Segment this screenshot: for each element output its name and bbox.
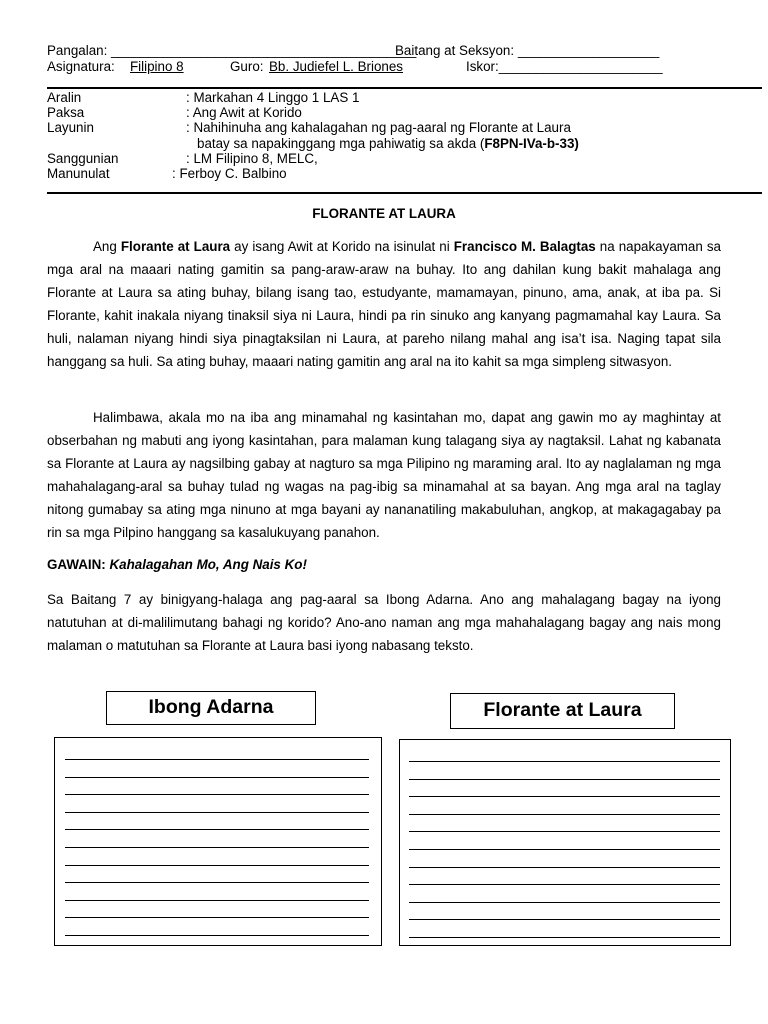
subject-value: Filipino 8: [130, 59, 184, 74]
sanggunian-label: Sanggunian: [47, 151, 119, 166]
answer-line[interactable]: [409, 814, 720, 815]
p1-text-b: ay isang Awit at Korido na isinulat ni: [230, 239, 454, 254]
paragraph-2: [47, 406, 721, 544]
ibong-adarna-answer-box[interactable]: [54, 737, 382, 946]
name-blank[interactable]: _________________________________________: [111, 43, 417, 58]
score-blank[interactable]: ______________________: [498, 59, 663, 74]
answer-line[interactable]: [65, 900, 369, 901]
florante-answer-box[interactable]: [399, 739, 731, 946]
layunin-value-1: : Nahihinuha ang kahalagahan ng pag-aaral ng Florante at Laura: [186, 120, 571, 135]
answer-line[interactable]: [65, 759, 369, 760]
aralin-value: : Markahan 4 Linggo 1 LAS 1: [186, 90, 360, 105]
manunulat-label: Manunulat: [47, 166, 110, 181]
answer-line[interactable]: [409, 761, 720, 762]
competency-code: F8PN-IVa-b-33): [484, 136, 579, 151]
score-label: Iskor:: [466, 59, 499, 74]
sanggunian-value: : LM Filipino 8, MELC,: [186, 151, 318, 166]
answer-line[interactable]: [65, 917, 369, 918]
answer-line[interactable]: [65, 882, 369, 883]
answer-line[interactable]: [409, 867, 720, 868]
paragraph-1: [47, 235, 721, 373]
layunin-value-2: [197, 136, 579, 152]
aralin-label: Aralin: [47, 90, 82, 105]
paksa-value: : Ang Awit at Korido: [186, 105, 302, 120]
layunin-label: Layunin: [47, 120, 94, 135]
p1-text-c: na napakayaman sa mga aral na maaari nating gamitin sa pang-araw-araw na buhay. Ito ang dahilan kung bakit mahalaga ang Florante at Laura sa ating buhay, bilang isang tao, estudyante, mamamayan, pinuno, ama, anak, at iba pa. Si Florante, kahit inakala niyang tinaksil siya ni Laura, hindi pa rin sinuko ang kanyang pagmamahal kay Laura. Sa huli, nalaman niyang hindi siya pinagtaksilan ni Laura, at pareho nilang mahal ang isa’t isa. Naging tapat sila hanggang sa huli. Sa ating buhay, maaari nating gamitin ang aral na ito kahit sa mga simpleng sitwasyon.: [47, 239, 721, 369]
answer-line[interactable]: [65, 829, 369, 830]
header-divider: [47, 87, 762, 89]
answer-line[interactable]: [409, 902, 720, 903]
p1-text-a: Ang: [93, 239, 121, 254]
answer-line[interactable]: [409, 884, 720, 885]
teacher-value: Bb. Judiefel L. Briones: [269, 59, 403, 74]
answer-line[interactable]: [65, 865, 369, 866]
answer-line[interactable]: [409, 796, 720, 797]
p2-text: Halimbawa, akala mo na iba ang minamahal ng kasintahan mo, dapat ang gawin mo ay maghintay at obserbahan ng mabuti ang iyong kasintahan, para malaman kung talagang siya ay nagtaksil. Lahat ng kabanata sa Florante at Laura ay nagsilbing gabay at nagturo sa mga Pilipino ng maraming aral. Ito ay naglalaman ng mga mahahalagang-aral sa buhay tulad ng wagas na pag-ibig sa minamahal at sa bayan. Ang mga aral na taglay nitong gumabay sa ating mga ninuno at mga bayani ay nananatiling makabuluhan, angkop, at makagagabay pa rin sa mga Pilpino hanggang sa kasalukuyang panahon.: [47, 410, 721, 540]
answer-line[interactable]: [409, 831, 720, 832]
answer-line[interactable]: [409, 849, 720, 850]
score-row: [466, 59, 663, 75]
florante-header-box: [450, 693, 675, 729]
section-label: Baitang at Seksyon:: [395, 43, 515, 58]
ibong-adarna-title: Ibong Adarna: [148, 696, 274, 718]
activity-label: GAWAIN:: [47, 557, 110, 572]
p1-bold-author: Francisco M. Balagtas: [453, 239, 596, 254]
answer-line[interactable]: [65, 794, 369, 795]
p1-bold-title: Florante at Laura: [120, 239, 231, 254]
lesson-title: FLORANTE AT LAURA: [312, 206, 456, 221]
teacher-label: Guro:: [230, 59, 264, 74]
paksa-label: Paksa: [47, 105, 85, 120]
answer-line[interactable]: [65, 812, 369, 813]
section-row: [395, 43, 659, 59]
layunin-text: batay sa napakinggang mga pahiwatig sa akda (: [197, 136, 485, 151]
answer-line[interactable]: [409, 779, 720, 780]
manunulat-value: : Ferboy C. Balbino: [172, 166, 287, 181]
activity-title: Kahalagahan Mo, Ang Nais Ko!: [109, 557, 307, 572]
name-row: [47, 43, 416, 59]
answer-line[interactable]: [65, 777, 369, 778]
ibong-adarna-header-box: [106, 691, 316, 725]
name-label: Pangalan:: [47, 43, 108, 58]
activity-instruction: Sa Baitang 7 ay binigyang-halaga ang pag-aaral sa Ibong Adarna. Ano ang mahalagang bagay na iyong natutuhan at di-malilimutang bahagi ng korido? Ano-ano naman ang mga mahahalagang bagay ang nais mong malaman o matutuhan sa Florante at Laura basi iyong nabasang teksto.: [47, 592, 721, 653]
subject-label: Asignatura:: [47, 59, 115, 74]
answer-line[interactable]: [409, 937, 720, 938]
answer-line[interactable]: [65, 847, 369, 848]
answer-line[interactable]: [65, 935, 369, 936]
florante-title: Florante at Laura: [483, 699, 642, 721]
section-blank[interactable]: ___________________: [517, 43, 660, 58]
answer-line[interactable]: [409, 919, 720, 920]
activity-heading: [47, 557, 307, 572]
info-divider: [47, 192, 762, 194]
